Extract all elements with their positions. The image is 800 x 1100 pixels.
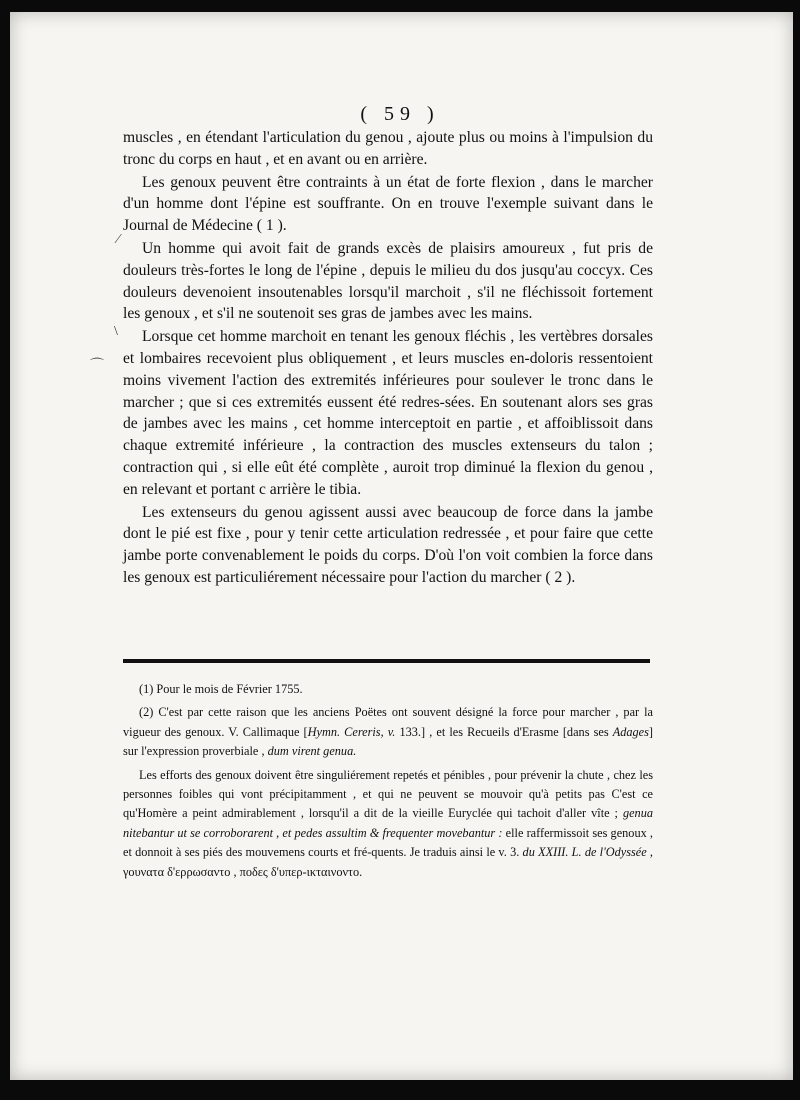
footnote-2 xyxy=(123,703,653,761)
footnote-3-text-a: Les efforts des genoux doivent être singuliérement repetés et pénibles , pour prévenir la chute , chez les personnes foibles qui vont précipitamment , et qui ne peuvent se mouvoir qu'à petits pas C'est ce qu'Homère a peint admirablement , lorsqu'il a dit de la vieille Euryclée qui tachoit d'aller vîte ; xyxy=(123,767,653,821)
footnote-2-italic-b: Adages xyxy=(612,724,649,739)
footnote-3-text-c: γουνατα δ'ερρωσαντο , ποδες δ'υπερ-ικταινοντο. xyxy=(123,864,363,879)
paragraph-3: Un homme qui avoit fait de grands excès de plaisirs amoureux , fut pris de douleurs très-fortes le long de l'épine , depuis le milieu du dos jusqu'au coccyx. Ces douleurs devenoient insoutenables lorsqu'il marchoit , s'il ne fléchissoit fortement les genoux , et s'il ne soutenoit ses gras de jambes avec les mains. xyxy=(123,239,653,323)
footnote-3-italic-a: genua nitebantur ut se corroborarent , et pedes assultim & frequenter movebantur : xyxy=(123,806,653,840)
footnote-3 xyxy=(123,766,653,882)
page-number: ( 59 ) xyxy=(360,103,440,125)
footnote-2-text-b: 133.] , et les Recueils d'Erasme [dans ses xyxy=(395,724,613,739)
main-text xyxy=(123,127,653,589)
footnote-2-italic-a: Hymn. Cereris, v. xyxy=(307,724,396,739)
footnotes xyxy=(123,680,653,886)
footnote-2-italic-c: dum virent genua. xyxy=(267,744,357,759)
paragraph-1: muscles , en étendant l'articulation du genou , ajoute plus ou moins à l'impulsion du tronc du corps en haut , et en avant ou en arrière. xyxy=(123,129,653,168)
footnote-3-italic-b: du XXIII. L. de l'Odyssée , xyxy=(522,845,653,860)
paragraph-2: Les genoux peuvent être contraints à un état de forte flexion , dans le marcher d'un homme dont l'épine est souffrante. On en trouve l'exemple suivant dans le Journal de Médecine ( 1 ). xyxy=(123,173,653,235)
footnote-3-text-b: elle raffermissoit ses genoux , et donnoit à ses piés des mouvemens courts et fré-quents. Je traduis ainsi le v. 3. xyxy=(123,825,653,860)
margin-mark-3: ⌒ xyxy=(90,359,104,374)
footnote-2-text-c: ] sur l'expression proverbiale , xyxy=(123,724,654,759)
footnote-1 xyxy=(123,680,653,699)
footnote-1-text: (1) Pour le mois de Février 1755. xyxy=(139,682,303,696)
footnote-divider xyxy=(123,659,650,663)
paragraph-4: Lorsque cet homme marchoit en tenant les genoux fléchis , les vertèbres dorsales et lombaires recevoient plus obliquement , et leurs muscles en-doloris ressentoient moins vivement l'action des extremités inférieures pour soulever le tronc dans le marcher ; que si ces extremités eussent été redres-sées. En soutenant alors ses gras de jambes avec les mains , cet homme interceptoit en partie , et affoiblissoit dans chaque extremité inférieure , la contraction des muscles extenseurs du talon ; contraction qui , si elle eût été complète , auroit trop diminué la flexion du genou , en relevant et portant c arrière le tibia. xyxy=(123,328,653,498)
margin-mark-2: \ xyxy=(114,324,118,339)
paragraph-5: Les extenseurs du genou agissent aussi avec beaucoup de force dans la jambe dont le pié est fixe , pour y tenir cette articulation redressée , et pour faire que cette jambe porte convenablement le poids du corps. D'où l'on voit combien la force dans les genoux est particuliérement nécessaire pour l'action du marcher ( 2 ). xyxy=(123,503,653,586)
margin-mark-1: ⁄ xyxy=(117,232,120,247)
footnote-2-text-a: (2) C'est par cette raison que les anciens Poëtes ont souvent désigné la force pour marcher , par la vigueur des genoux. V. Callimaque [ xyxy=(123,705,653,739)
